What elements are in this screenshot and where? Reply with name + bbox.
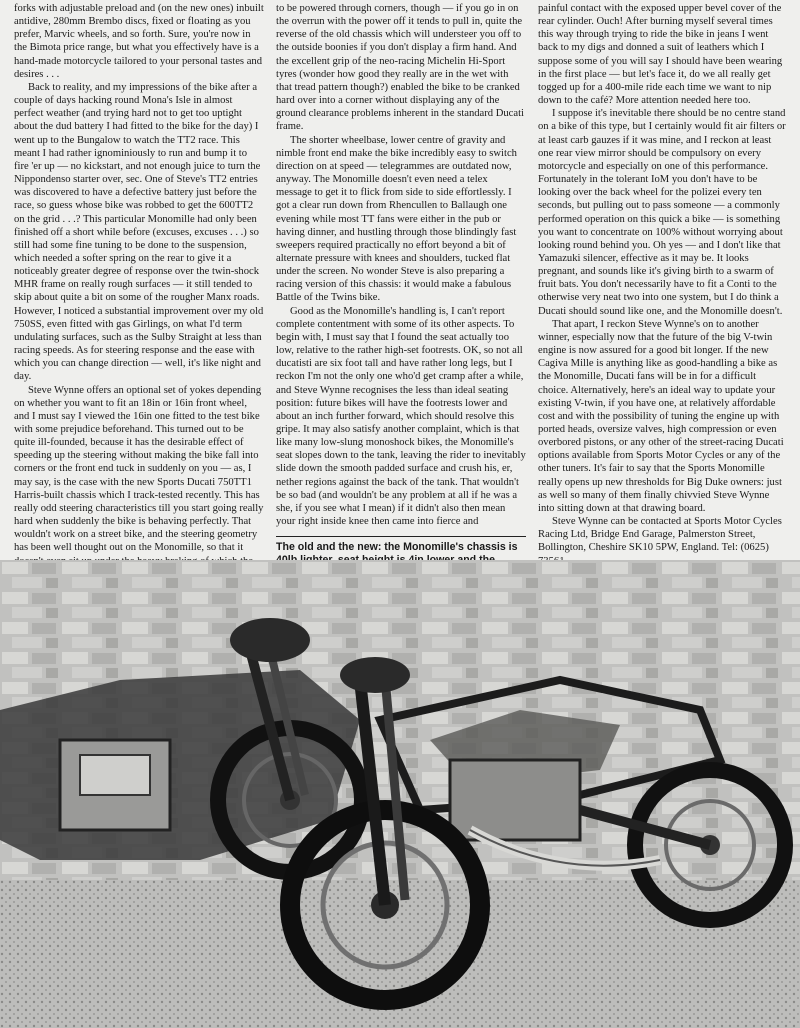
motorcycle-chassis-illustration <box>0 560 800 1028</box>
motorcycle-chassis-photo <box>0 560 800 1028</box>
paragraph: Good as the Monomille's handling is, I can't report complete contentment with some of its other aspects. To begin with, I must say that I found the seat actually too low, relative to the rather high-set footrests. OK, so not all ducatisti are six foot tall and have rather long legs, but I reckon I'm not the only one who'd get cramp after a while, and Steve Wynne recognises the less than ideal seating position: future bikes will have the footrests lower and about an inch further forward, which should resolve this gripe. It may also satisfy another complaint, which is that like many low-slung monoshock bikes, the Monomille's seat slopes down to the tank, leaving the rider to inevitably slide down the smooth padded surface and crush his, er, nether regions against the back of the tank. That wouldn't be so bad (and wouldn't be any problem at all if he was a she, if you see what I mean) if it didn't also then mean your right inside knee then came into fierce and <box>276 305 526 528</box>
paragraph: The shorter wheelbase, lower centre of gravity and nimble front end make the bike incredibly easy to switch direction on at speed — telegrammes are outdated now, anyway. The Monomille doesn't even need a telex message to get it to flick from side to side effortlessly. I got a clear run down from Rhencullen to Ballaugh one evening while most TT fans were either in the pub or having dinner, and hustling through those blindingly fast sweepers required practically no effort beyond a bit of alternate pressure with knees and shoulders, tucked flat under the screen. No wonder Steve is also preparing a racing version of this chassis: it would make a fabulous Battle of the Twins bike. <box>276 134 517 304</box>
paragraph: That apart, I reckon Steve Wynne's on to another winner, especially now that the future of the big V-twin engine is now assured for a good bit longer. If the new Cagiva Mille is anything like as good-handling a bike as the Monomille, Ducati fans will be in for a difficult choice. Alternatively, here's an ideal way to update your existing V-twin, if you have one, at relatively affordable cost and with the possibility of tuning the engine up with ported heads, oversize valves, high compression or even overbored pistons, or any other of the street-racing Ducati options available from Sports Motor Cycles or any of the other tuners. It's fair to say that the Sports Monomille really opens up new thresholds for Big Duke owners: just as well so many of them finally chivvied Steve Wynne into sitting down at that drawing board. <box>538 318 784 514</box>
article-column-2 <box>276 2 526 552</box>
article-columns <box>14 2 788 552</box>
paragraph: forks with adjustable preload and (on the new ones) inbuilt antidive, 280mm Brembo discs, fixed or floating as you prefer, Marvic wheels, and so forth. Sure, you're now in the Bimota price range, but what you effectively have is a hand-made motorcycle tailored to your personal tastes and desires . . . <box>14 3 264 80</box>
photo-caption: The old and the new: the Monomille's chassis is <box>276 536 526 580</box>
article-column-3 <box>538 2 788 552</box>
paragraph: painful contact with the exposed upper bevel cover of the rear cylinder. Ouch! After burning myself several times this way through trying to ride the bike in jeans I went back to my digs and donned a suit of leathers which I suppose some of you will say I should have been wearing in the first place — but let's face it, do we all really get togged up for a 400-mile ride each time we want to nip down to the café? More attention needed here too. <box>538 3 783 107</box>
paragraph: Steve Wynne offers an optional set of yokes depending on whether you want to fit an 18in or 16in front wheel, and I must say I viewed the 16in one fitted to the test bike with some prejudice beforehand. This turned out to be quite ill-founded, because it has the desirable effect of speeding up the steering without making the bike fall into corners or the front end tuck in suddenly on you — as, I may say, is the case with the new Sports Ducati 750TT1 Harris-built chassis which I track-tested recently. This has really odd steering characteristics till you start going really hard when suddenly the bike is behaving perfectly. That wouldn't work on a street bike, and the steering geometry has been well thought out on the Monomille, so that it <box>14 384 264 554</box>
paragraph: Steve Wynne can be contacted at Sports Motor Cycles Racing Ltd, Bridge End Garage, Palmerston Street, Bollington, Cheshire SK10 5PW, England. Tel: (0625) <box>538 516 782 554</box>
paragraph: I suppose it's inevitable there should be no centre stand on a bike of this type, but I certainly would fit air filters or at least carb gauzes if it was mine, and I reckon at least one rear view mirror should be compulsory on every motorcycle and especially on one of this performance. Fortunately in the tolerant IoM you don't have to be looking over the back wheel for the polizei every ten seconds, but pulling out to pass someone — a commonly performed operation on this quick a bike — is something you want to concentrate on 100% without worrying about looking round behind you. Oh yes — and I don't like that Yamazuki silencer, effective as it may be. It looks pregnant, and sounds like it's giving birth to a swarm of fruit bats. You don't necessarily have to fit a Conti to the otherwise very neat two into one system, but I do think a Ducati should sound like one, and the Monomille doesn't. <box>538 108 786 317</box>
paragraph: to be powered through corners, though — if you go in on the overrun with the power off it tends to pull in, quite the reverse of the old chassis which will understeer you off to the outside boonies if you don't display a firm hand. And the excellent grip of the neo-racing Michelin Hi-Sport tyres (wonder how good they really are in the wet with that tread pattern though?) enabled the bike to be cranked hard over into a corner without displaying any of the ground clearance problems inherent in the standard Ducati frame. <box>276 3 524 133</box>
article-column-1 <box>14 2 264 552</box>
paragraph: Back to reality, and my impressions of the bike after a couple of days hacking round Mona's Isle in almost perfect weather (and trying hard not to get too uptight about the dud battery I had fitted to the bike for the day) I went up to the Bungalow to watch the TT2 race. This meant I had rather ignominiously to run and bump it to fire 'er up — no kickstart, and not enough juice to turn the Nippondenso starter over, sec. One of Steve's TT2 entries was discovered to have a defective battery just before the race, so guess whose bike was robbed to get the 600TT2 on the grid . . .? This particular Monomille had only been finished off a short while before (excuses, excuses . . .) so still had some fine tuning to be done to the suspension, which needed a softer spring on the rear to give it a noticeably greater degree of response over the twin-shock MHR frame on really rough surfaces — it still tended to skip about quite a bit on some of the rougher Manx roads. However, I noticed a substantial improvement over my old 750SS, even fitted with gas Girlings, on what I'd term undulating surfaces, such as the Sulby Straight at less than racing speeds. As for steering response and the ease with which you can change direction — well, it's like night and day. <box>14 81 264 383</box>
